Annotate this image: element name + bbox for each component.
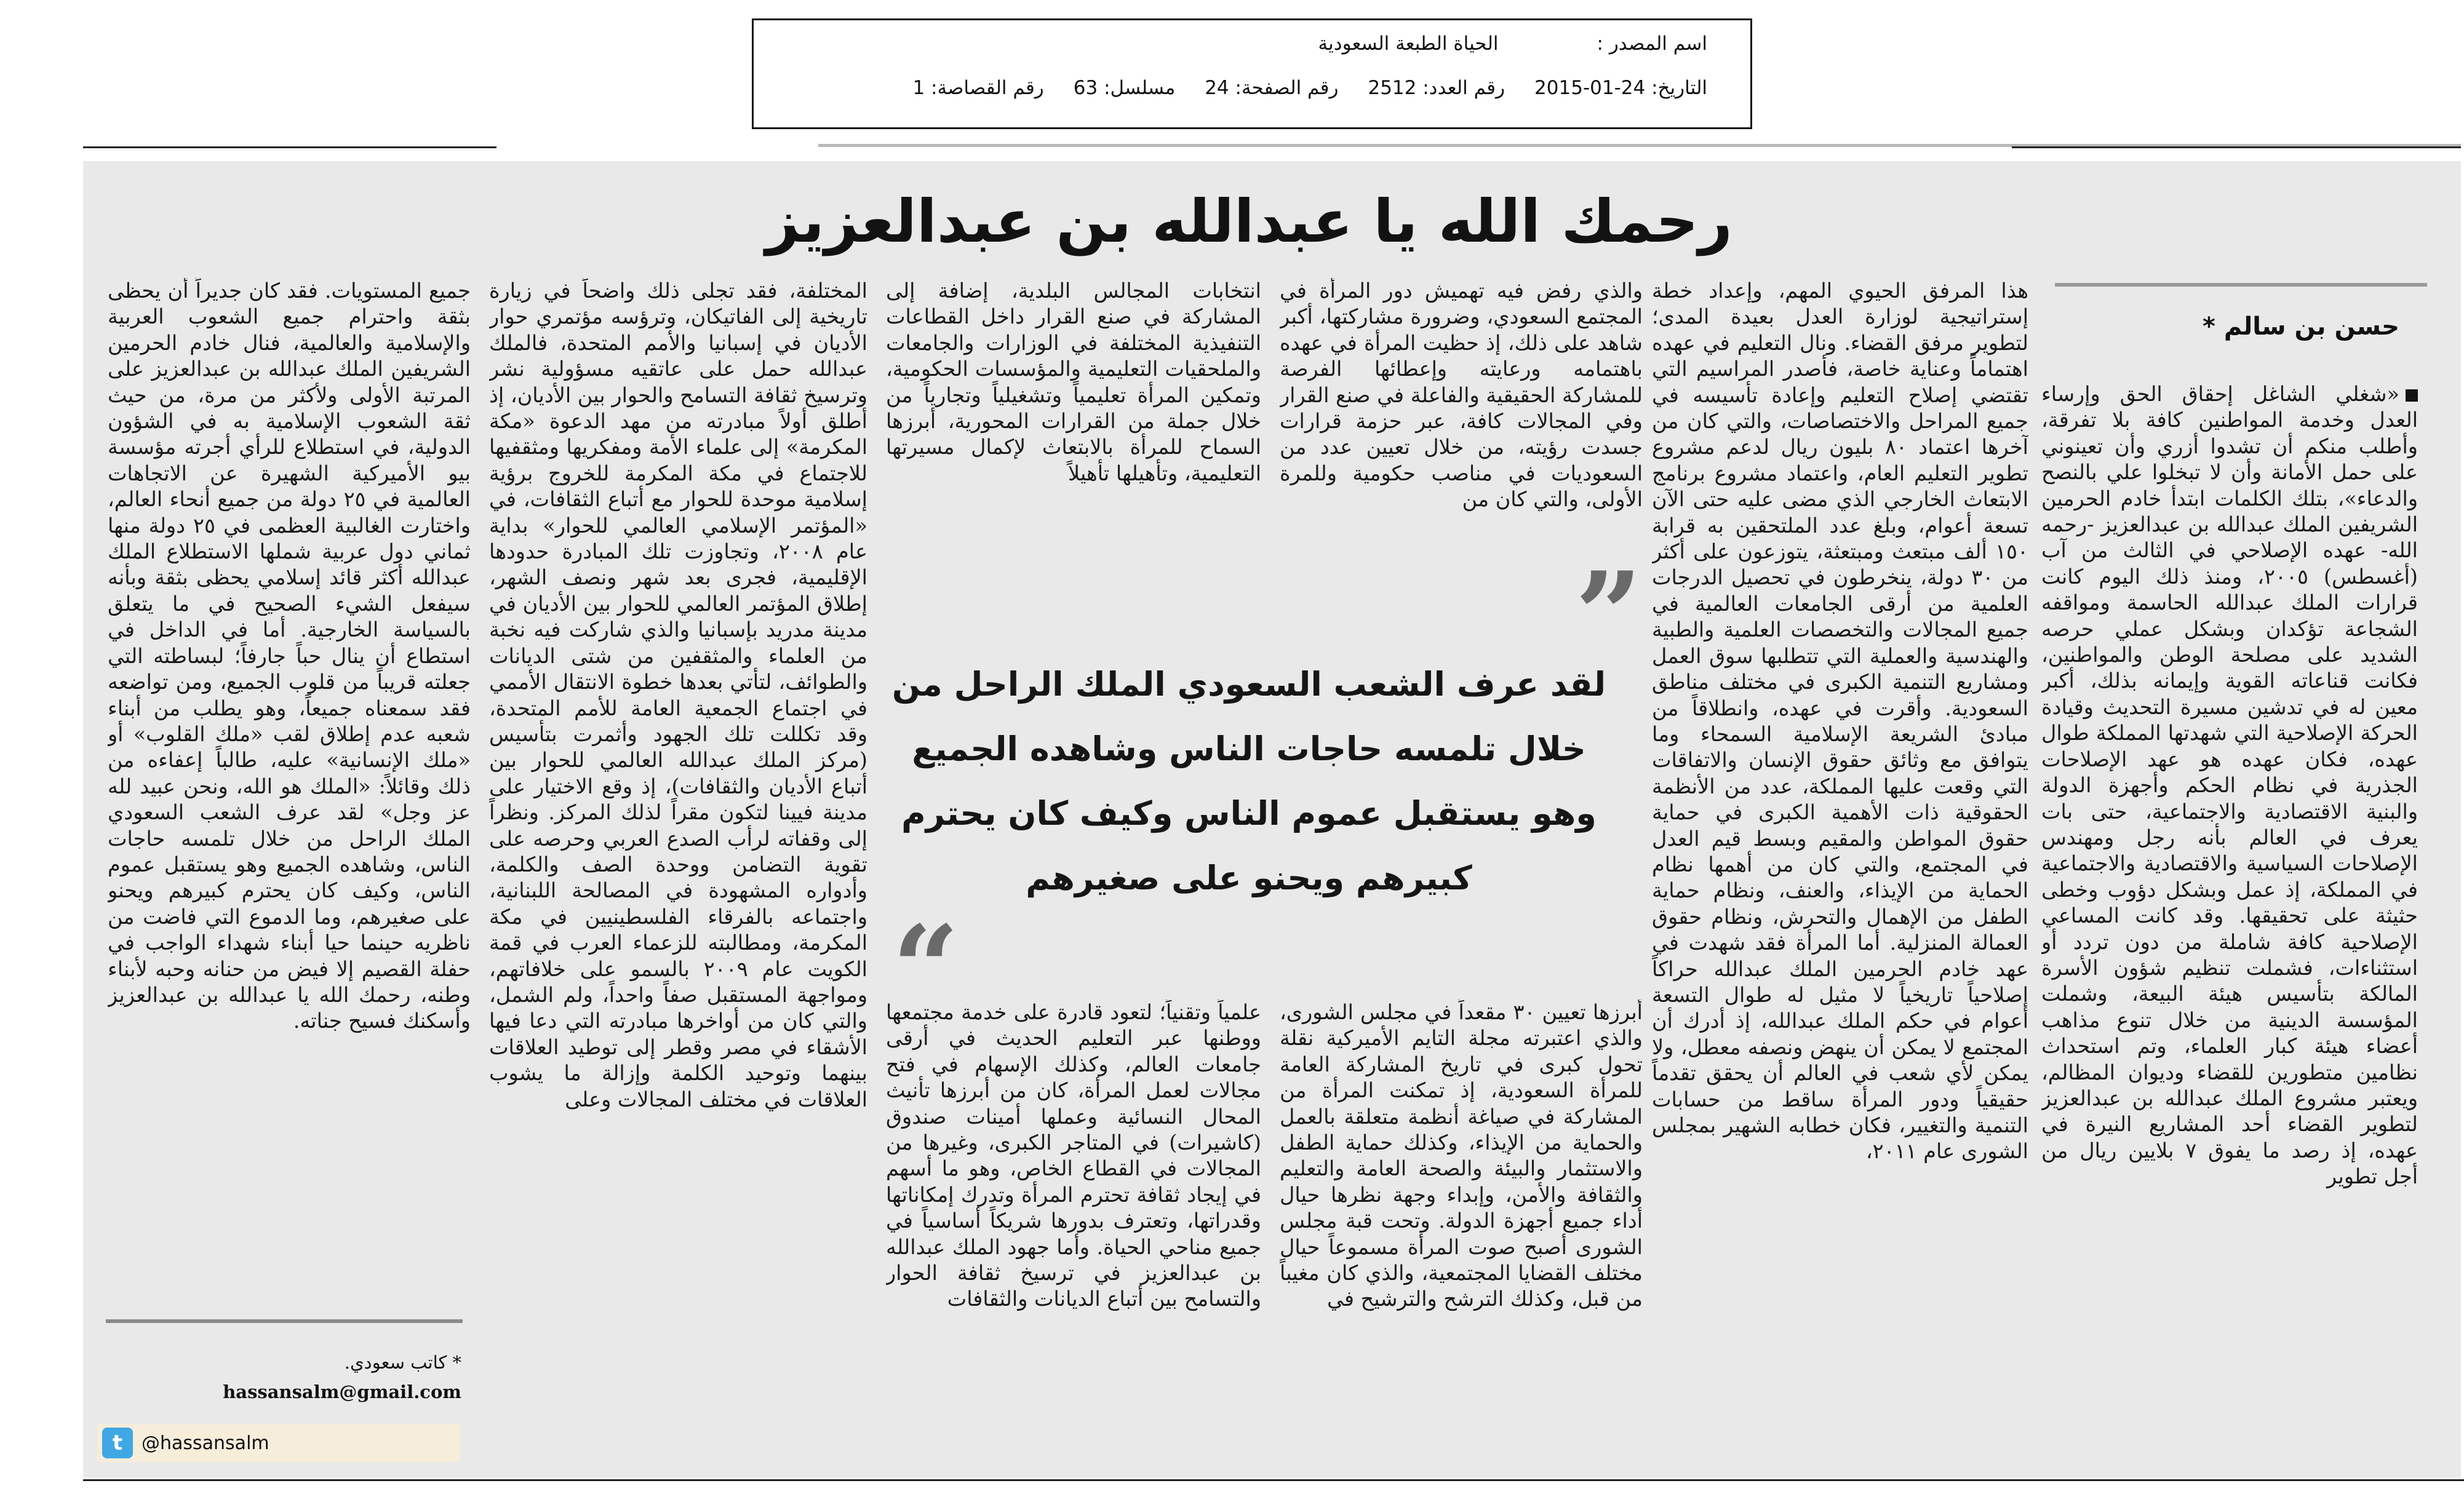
source-label: اسم المصدر : (1597, 33, 1707, 55)
author-footnote: * كاتب سعودي. (344, 1352, 461, 1373)
bullet-square-icon (2406, 389, 2418, 402)
pull-quote: لقد عرف الشعب السعودي الملك الراحل من خلال تلمسه حاجات الناس وشاهده الجميع وهو يستقبل عموم الناس وكيف كان يحترم كبيرهم ويحنو على صغيرهم (891, 665, 1606, 897)
column-5-text: المختلفة، فقد تجلى ذلك واضحاً في زيارة تاريخية إلى الفاتيكان، وترؤسه مؤتمري حوار الأديان في إسبانيا والأمم المتحدة، فالملك عبدالله حمل على عاتقيه مسؤولية نشر وترسيخ ثقافة التسامح والحوار بين الأديان، إذ أطلق أولاً مبادرته من مهد الدعوة «مكة المكرمة» إلى علماء الأمة ومفكريها ومثقفيها للاجتماع في مكة المكرمة للخروج برؤية إسلامية موحدة للحوار مع أتباع الثقافات، في «المؤتمر الإسلامي العالمي للحوار» بداية عام ٢٠٠٨، وتجاوزت تلك المبادرة حدودها الإقليمية، فجرى بعد شهر ونصف الشهر، إطلاق المؤتمر العالمي للحوار بين الأديان في مدينة مدريد بإسبانيا والذي شاركت فيه نخبة من العلماء والمثقفين من شتى الديانات والطوائف، لتأتي بعدها خطوة الانتقال الأممي في اجتماع الجمعية العامة للأمم المتحدة، وقد تكللت تلك الجهود وأثمرت بتأسيس (مركز الملك عبدالله العالمي للحوار بين أتباع الأديان والثقافات)، إذ وقع الاختيار على مدينة فيينا لتكون مقراً لذلك المركز. ونظراً إلى وقفاته لرأب الصدع العربي وحرصه على تقوية التضامن ووحدة الصف والكلمة، وأدواره المشهودة في المصالحة اللبنانية، واجتماعه بالفرقاء الفلسطينيين في مكة المكرمة، ومطالبته للزعماء العرب في قمة الكويت عام ٢٠٠٩ بالسمو على خلافاتهم، ومواجهة المستقبل صفاً واحداً، ولم الشمل، والتي كان من أواخرها مبادرته التي دعا فيها الأشقاء في مصر وقطر إلى توطيد العلاقات بينهما وتوحيد الكلمة وإزالة ما يشوب العلاقات في مختلف المجالات وعلى (489, 279, 867, 1111)
article-column-2 (1652, 278, 2028, 1447)
twitter-badge (97, 1424, 460, 1462)
quote-open-icon: ” (1575, 546, 1643, 683)
article-headline: رحمك الله يا عبدالله بن عبدالعزيز (765, 187, 1732, 256)
source-row-name (1318, 33, 1707, 55)
author-name: حسن بن سالم * (2203, 312, 2399, 341)
article-column-6 (108, 278, 471, 1253)
twitter-handle: @hassansalm (142, 1432, 269, 1454)
source-date: التاريخ: 24-01-2015 (1534, 77, 1707, 99)
source-serial: مسلسل: 63 (1073, 77, 1176, 99)
source-clip: رقم القصاصة: 1 (912, 77, 1044, 99)
source-row-meta (912, 77, 1707, 99)
top-divider-dark (2012, 146, 2461, 148)
source-info-box (752, 18, 1752, 129)
source-issue: رقم العدد: 2512 (1368, 77, 1505, 99)
article-column-4-bottom (886, 999, 1261, 1448)
source-page: رقم الصفحة: 24 (1205, 77, 1339, 99)
column-4-top-text: انتخابات المجالس البلدية، إضافة إلى المشاركة في صنع القرار داخل القطاعات التنفيذية المختلفة في الوزارات والجامعات والملحقيات التعليمية والمؤسسات الحكومية، وتمكين المرأة تعليمياً وتشغيلياً وتجارياً من خلال جملة من القرارات المحورية، أبرزها السماح للمرأة بالابتعاث لإكمال مسيرتها التعليمية، وتأهيلها تأهيلاً (886, 279, 1261, 485)
quote-close-icon: “ (892, 900, 960, 1037)
column-6-text: جميع المستويات. فقد كان جديراً أن يحظى بثقة واحترام جميع الشعوب العربية والإسلامية والعالمية، فنال خادم الحرمين الشريفين الملك عبدالله بن عبدالعزيز على المرتبة الأولى ولأكثر من مرة، من حيث ثقة الشعوب الإسلامية به في الشؤون الدولية، في استطلاع للرأي أجرته مؤسسة بيو الأميركية الشهيرة عن الاتجاهات العالمية في ٢٥ دولة من جميع أنحاء العالم، واختارت الغالبية العظمى في ٢٥ دولة منها ثماني دول عربية شملها الاستطلاع الملك عبدالله أكثر قائد إسلامي يحظى بثقة وبأنه سيفعل الشيء الصحيح في ما يتعلق بالسياسة الخارجية. أما في الداخل في استطاع أن ينال حباً جارفاً؛ لبساطته التي جعلته قريباً من قلوب الجميع، ومن تواضعه فقد سمعناه جميعاً، وهو يطلب من أبناء شعبه عدم إطلاق لقب «ملك القلوب» أو «ملك الإنسانية» عليه، طالباً إعفاءه من ذلك وقائلاً: «الملك هو الله، ونحن عبيد لله عز وجل» لقد عرف الشعب السعودي الملك الراحل من خلال تلمسه حاجات الناس، وشاهده الجميع وهو يستقبل عموم الناس، وكيف كان يحترم كبيرهم ويحنو على صغيرهم، وما الدموع التي فاضت من ناظريه حينما حيا أبناء شهداء الواجب في حفلة القصيم إلا فيض من حنانه وحبه لأبناء وطنه، رحمك الله يا عبدالله بن عبدالعزيز وأسكنك فسيح جناته. (108, 279, 471, 1033)
article-column-4-top (886, 278, 1261, 539)
author-divider (2055, 283, 2427, 287)
column-1-text: «شغلي الشاغل إحقاق الحق وإرساء العدل وخدمة المواطنين كافة بلا تفرقة، وأطلب منكم أن تشدوا أزري وأن تعينوني على حمل الأمانة وأن لا تبخلوا علي بالنصح والدعاء»، بتلك الكلمات ابتدأ خادم الحرمين الشريفين الملك عبدالله بن عبدالعزيز -رحمه الله- عهده الإصلاحي في الثالث من آب (أغسطس) ٢٠٠٥، ومنذ ذلك اليوم كانت قرارات الملك عبدالله الحاسمة ومواقفه الشجاعة تؤكدان وبشكل عملي حرصه الشديد على مصلحة الوطن والمواطنين، فكانت قناعاته القوية وإيمانه بذلك، أكبر معين له في تدشين مسيرة التحديث وقيادة الحركة الإصلاحية التي شهدتها المملكة طوال عهده، فكان عهده هو عهد الإصلاحات الجذرية في نظام الحكم وأجهزة الدولة والبنية الاقتصادية والاجتماعية، حتى بات يعرف في العالم بأنه رجل ومهندس الإصلاحات السياسية والاقتصادية والاجتماعية في المملكة، إذ عمل وبشكل دؤوب وخطى حثيثة على تحقيقها. وقد كانت المساعي الإصلاحية كافة شاملة من دون تردد أو استثناءات، فشملت تنظيم شؤون الأسرة المالكة بتأسيس هيئة البيعة، وشملت المؤسسة الدينية من خلال تنوع مذاهب أعضاء هيئة كبار العلماء، وتم استحداث نظامين متطورين للقضاء وديوان المظالم، ويعتبر مشروع الملك عبدالله بن عبدالعزيز لتطوير القضاء أحد المشاريع النيرة في عهده، إذ رصد ما يفوق ٧ بلايين ريال من أجل تطوير (2041, 382, 2418, 1189)
article-column-3-bottom (1280, 999, 1643, 1448)
source-name: الحياة الطبعة السعودية (1318, 33, 1499, 55)
column-2-text: هذا المرفق الحيوي المهم، وإعداد خطة إستراتيجية لوزارة العدل بعيدة المدى؛ لتطوير مرفق القضاء. ونال التعليم في عهده اهتماماً وعناية خاصة، فأصدر المراسيم التي تقتضي إصلاح التعليم وإعادة تأسيسه في جميع المراحل والاختصاصات، والتي كان من آخرها اعتماد ٨٠ بليون ريال لدعم مشروع تطوير التعليم العام، واعتماد مشروع برنامج الابتعاث الخارجي الذي مضى عليه حتى الآن تسعة أعوام، وبلغ عدد الملتحقين به قرابة ١٥٠ ألف مبتعث ومبتعثة، يتوزعون على أكثر من ٣٠ دولة، ينخرطون في تحصيل الدرجات العلمية من أرقى الجامعات العالمية في جميع المجالات والتخصصات العلمية والطبية والهندسية والعملية التي تتطلبها سوق العمل ومشاريع التنمية الكبرى في مختلف مناطق السعودية. وأقرت في عهده، وانطلاقاً من مبادئ الشريعة الإسلامية السمحاء وما يتوافق مع وثائق حقوق الإنسان والاتفاقات التي وقعت عليها المملكة، عدد من الأنظمة الحقوقية ذات الأهمية الكبرى في حماية حقوق المواطن والمقيم وبسط قيم العدل في المجتمع، والتي كان من أهمها نظام الحماية من الإيذاء، والعنف، ونظام حماية الطفل من الإهمال والتحرش، ونظام حقوق العمالة المنزلية. أما المرأة فقد شهدت في عهد خادم الحرمين الملك عبدالله حراكاً إصلاحياً تاريخياً لا مثيل له طوال التسعة أعوام في حكم الملك عبدالله، إذ أدرك أن المجتمع لا يمكن أن ينهض ونصفه معطل، ولا يمكن لأي شعب في العالم أن يحقق تقدماً حقيقياً ودور المرأة ساقط من حسابات التنمية والتغيير، فكان خطابه الشهير بمجلس الشورى عام ٢٠١١، (1652, 279, 2028, 1164)
footer-divider (106, 1319, 463, 1323)
column-3-bottom-text: أبرزها تعيين ٣٠ مقعداً في مجلس الشورى، والذي اعتبرته مجلة التايم الأميركية نقلة تحول كبرى في تاريخ المشاركة العامة للمرأة السعودية، إذ تمكنت المرأة من المشاركة في صياغة أنظمة متعلقة بالعمل والحماية من الإيذاء، وكذلك حماية الطفل والاستثمار والبيئة والصحة العامة والتعليم والثقافة والأمن، وإبداء وجهة نظرها حيال أداء جميع أجهزة الدولة. وتحت قبة مجلس الشورى أصبح صوت المرأة مسموعاً حيال مختلف القضايا المجتمعية، والذي كان مغيباً من قبل، وكذلك الترشح والترشيح في (1280, 1000, 1643, 1311)
article-column-1 (2041, 381, 2418, 1448)
author-email: hassansalm@gmail.com (223, 1381, 461, 1402)
column-4-bottom-text: علمياً وتقنياً؛ لتعود قادرة على خدمة مجتمعها ووطنها عبر التعليم الحديث في أرقى جامعات العالم، وكذلك الإسهام في فتح مجالات لعمل المرأة، كان من أبرزها تأنيث المحال النسائية وعملها أمينات صندوق (كاشيرات) في المتاجر الكبرى، وغيرها من المجالات في القطاع الخاص، وهو ما أسهم في إيجاد ثقافة تحترم المرأة وتدرك إمكاناتها وقدراتها، وتعترف بدورها شريكاً أساسياً في جميع مناحي الحياة. وأما جهود الملك عبدالله بن عبدالعزيز في ترسيخ ثقافة الحوار والتسامح بين أتباع الديانات والثقافات (886, 1000, 1261, 1311)
twitter-icon: t (102, 1428, 133, 1458)
top-divider-left (83, 146, 496, 148)
bottom-divider (83, 1479, 2464, 1481)
article-column-5 (489, 278, 867, 1447)
column-3-top-text: والذي رفض فيه تهميش دور المرأة في المجتمع السعودي، وضرورة مشاركتها، أكبر شاهد على ذلك، إذ حظيت المرأة في عهده باهتمامه ورعايته وإعطائها الفرصة للمشاركة الحقيقية والفاعلة في صنع القرار وفي المجالات كافة، عبر حزمة قرارات جسدت رؤيته، من خلال تعيين عدد من السعوديات في مناصب حكومية وللمرة الأولى، والتي كان من (1280, 279, 1643, 512)
article-column-3-top (1280, 278, 1643, 539)
